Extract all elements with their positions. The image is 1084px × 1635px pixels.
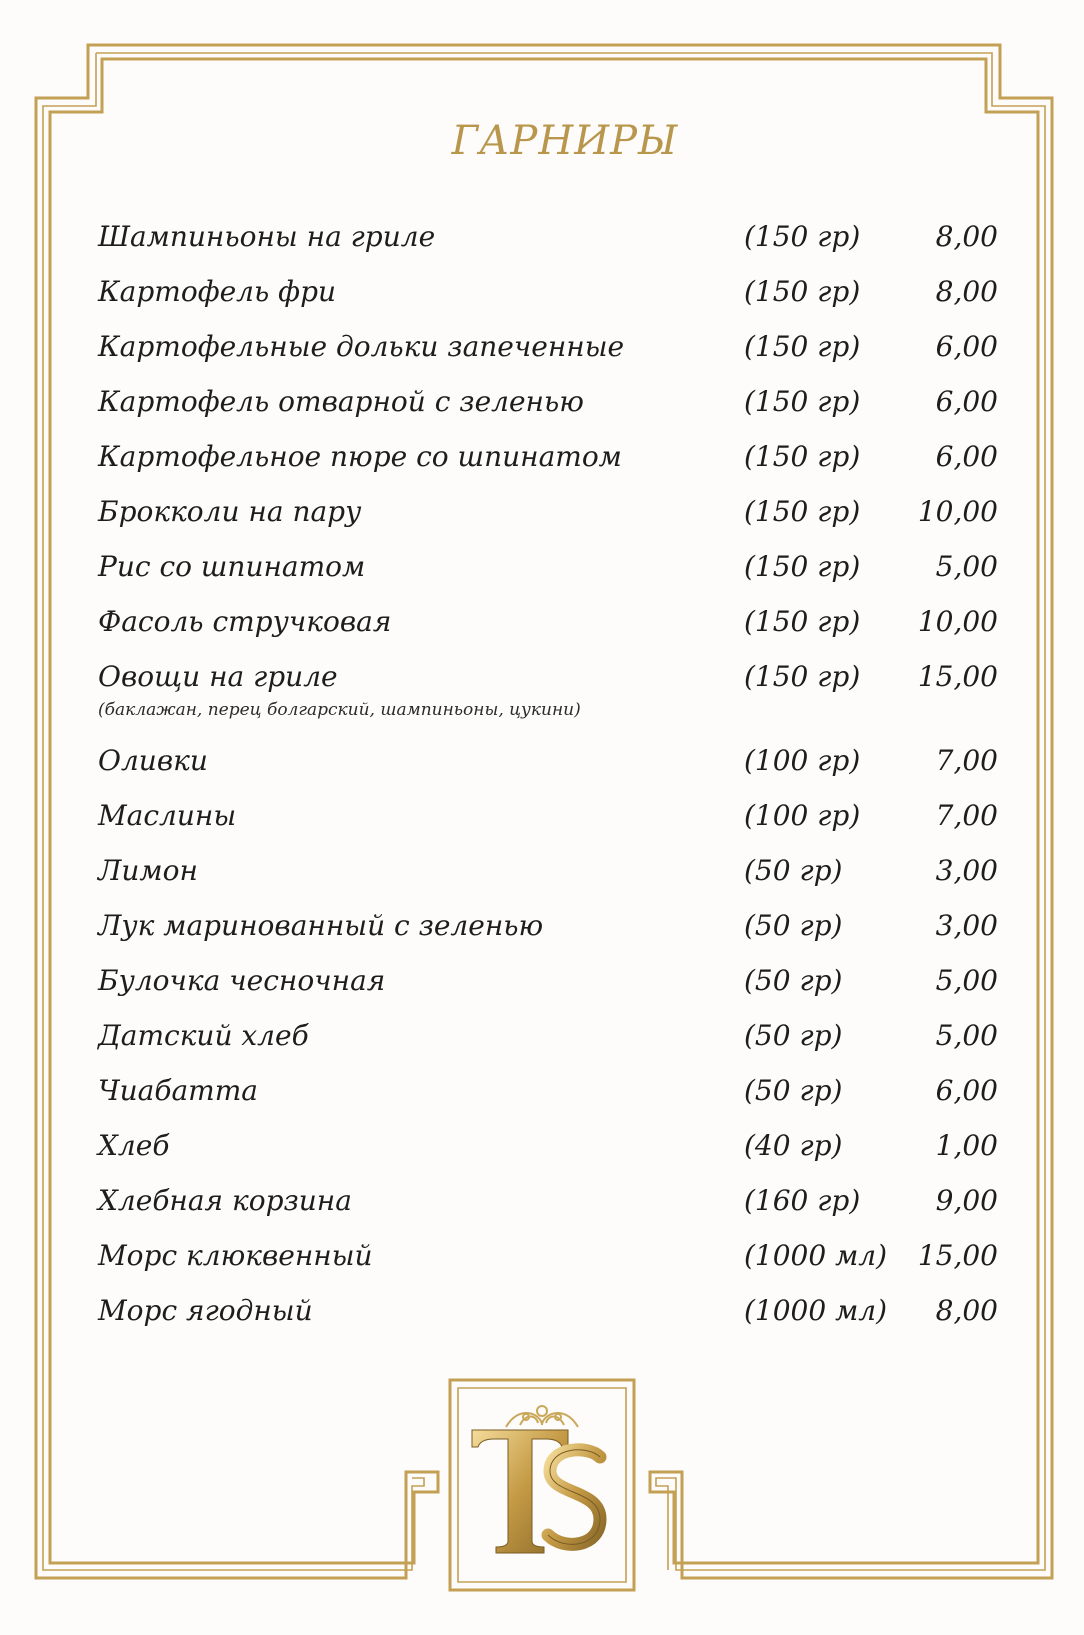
menu-item-name: Картофельное пюре со шпинатом	[98, 440, 622, 473]
menu-item-weight: (150 гр)	[744, 330, 861, 363]
menu-item-weight: (150 гр)	[744, 440, 861, 473]
menu-item-weight: (1000 мл)	[744, 1294, 888, 1327]
menu-item-name: Картофель фри	[98, 275, 337, 308]
menu-item-price: 6,00	[935, 440, 998, 473]
menu-item	[98, 964, 998, 1019]
menu-item-name: Лук маринованный с зеленью	[98, 909, 544, 942]
menu-item-price: 6,00	[935, 1074, 998, 1107]
menu-item	[98, 220, 998, 275]
menu-item-name: Шампиньоны на гриле	[98, 220, 436, 253]
menu-list	[98, 220, 998, 1349]
menu-item-weight: (1000 мл)	[744, 1239, 888, 1272]
menu-item-price: 1,00	[935, 1129, 998, 1162]
letter-s	[548, 1450, 600, 1545]
menu-item	[98, 799, 998, 854]
menu-item-name: Овощи на гриле	[98, 660, 338, 693]
menu-item-price: 8,00	[935, 1294, 998, 1327]
menu-item	[98, 385, 998, 440]
menu-item-price: 10,00	[917, 605, 998, 638]
menu-item-weight: (50 гр)	[744, 854, 843, 887]
menu-item	[98, 909, 998, 964]
menu-item-name: Чиабатта	[98, 1074, 258, 1107]
menu-item	[98, 1129, 998, 1184]
menu-item	[98, 1239, 998, 1294]
menu-item	[98, 1184, 998, 1239]
menu-item-price: 5,00	[935, 1019, 998, 1052]
menu-item-weight: (150 гр)	[744, 495, 861, 528]
menu-item-price: 6,00	[935, 330, 998, 363]
menu-item	[98, 275, 998, 330]
menu-item-weight: (50 гр)	[744, 1074, 843, 1107]
menu-item-weight: (100 гр)	[744, 799, 861, 832]
menu-item-price: 5,00	[935, 964, 998, 997]
menu-item	[98, 1074, 998, 1129]
menu-item-weight: (50 гр)	[744, 1019, 843, 1052]
menu-item-name: Картофель отварной с зеленью	[98, 385, 584, 418]
menu-item-weight: (100 гр)	[744, 744, 861, 777]
page-title: ГАРНИРЫ	[451, 118, 679, 164]
menu-item-weight: (160 гр)	[744, 1184, 861, 1217]
menu-item-price: 10,00	[917, 495, 998, 528]
crown-ornament-icon	[506, 1406, 578, 1427]
menu-item-name: Датский хлеб	[98, 1019, 309, 1052]
menu-item-price: 7,00	[935, 799, 998, 832]
menu-item-name: Рис со шпинатом	[98, 550, 366, 583]
menu-item-price: 15,00	[917, 660, 998, 693]
menu-item-price: 3,00	[935, 854, 998, 887]
menu-item-weight: (50 гр)	[744, 964, 843, 997]
menu-item-weight: (150 гр)	[744, 660, 861, 693]
menu-item-name: Лимон	[98, 854, 198, 887]
menu-item	[98, 1019, 998, 1074]
menu-item-price: 8,00	[935, 275, 998, 308]
menu-item-price: 8,00	[935, 220, 998, 253]
menu-item-name: Маслины	[98, 799, 237, 832]
menu-item-name: Хлебная корзина	[98, 1184, 352, 1217]
menu-item	[98, 550, 998, 605]
ts-monogram-logo	[450, 1385, 634, 1569]
menu-item-name: Морс ягодный	[98, 1294, 313, 1327]
menu-item-weight: (150 гр)	[744, 385, 861, 418]
menu-item	[98, 605, 998, 660]
menu-item	[98, 330, 998, 385]
menu-item-weight: (40 гр)	[744, 1129, 843, 1162]
menu-item-price: 6,00	[935, 385, 998, 418]
menu-item-name: Брокколи на пару	[98, 495, 362, 528]
menu-item	[98, 1294, 998, 1349]
menu-item-weight: (150 гр)	[744, 550, 861, 583]
menu-item-price: 5,00	[935, 550, 998, 583]
menu-item	[98, 660, 998, 744]
menu-item	[98, 744, 998, 799]
menu-item-name: Хлеб	[98, 1129, 170, 1162]
menu-item-name: Фасоль стручковая	[98, 605, 392, 638]
menu-item-note: (баклажан, перец болгарский, шампиньоны, цукини)	[98, 700, 581, 720]
menu-item-weight: (150 гр)	[744, 275, 861, 308]
menu-item-price: 3,00	[935, 909, 998, 942]
menu-item-name: Булочка чесночная	[98, 964, 386, 997]
menu-item-weight: (150 гр)	[744, 220, 861, 253]
menu-item-weight: (50 гр)	[744, 909, 843, 942]
menu-item-price: 9,00	[935, 1184, 998, 1217]
menu-item	[98, 440, 998, 495]
menu-item-name: Морс клюквенный	[98, 1239, 373, 1272]
menu-item-price: 7,00	[935, 744, 998, 777]
menu-item-price: 15,00	[917, 1239, 998, 1272]
menu-item-name: Оливки	[98, 744, 208, 777]
menu-item	[98, 495, 998, 550]
menu-item-name: Картофельные дольки запеченные	[98, 330, 625, 363]
menu-item	[98, 854, 998, 909]
menu-item-weight: (150 гр)	[744, 605, 861, 638]
